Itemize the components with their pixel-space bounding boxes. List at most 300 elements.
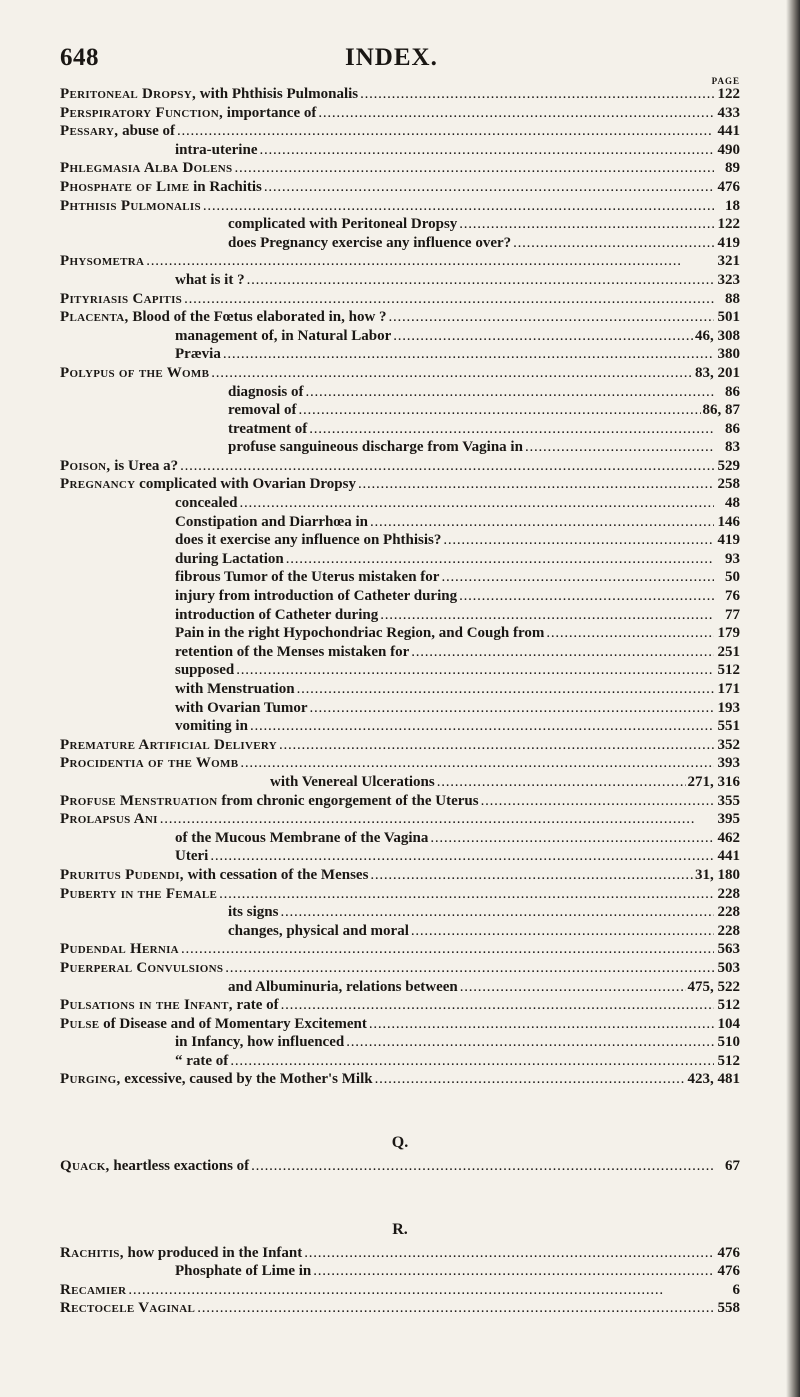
entry-subtext: introduction of Catheter during xyxy=(175,606,379,623)
dot-leader xyxy=(437,773,686,792)
index-entry xyxy=(60,104,740,123)
entry-page-number: 86 xyxy=(725,383,740,400)
index-entry xyxy=(60,345,740,364)
dot-leader xyxy=(259,141,714,160)
index-entry xyxy=(60,1052,740,1071)
entry-text xyxy=(175,587,457,606)
entry-text xyxy=(60,1070,373,1089)
entry-subtext: Uteri xyxy=(175,848,209,865)
entry-page-number: 228 xyxy=(717,904,740,921)
dot-leader xyxy=(358,475,714,494)
dot-leader xyxy=(234,159,714,178)
entry-text xyxy=(60,159,232,178)
entry-page-number: 529 xyxy=(717,457,740,474)
entry-heading: Pessary, xyxy=(60,123,119,140)
entry-subtext: vomiting in xyxy=(175,718,248,735)
dot-leader xyxy=(181,940,714,959)
index-entry xyxy=(60,866,740,885)
section-gap xyxy=(60,1176,740,1216)
entry-text xyxy=(60,996,279,1015)
entry-subtext: rate of xyxy=(232,997,279,1014)
entry-text xyxy=(175,494,237,513)
entry-text xyxy=(175,606,378,625)
dot-leader xyxy=(513,234,714,253)
entry-subtext: in Rachitis xyxy=(189,178,262,195)
entry-page-number: 179 xyxy=(717,625,740,642)
dot-leader xyxy=(375,1070,686,1089)
entry-page-number: 18 xyxy=(725,197,740,214)
index-entry xyxy=(60,903,740,922)
entry-subtext: its signs xyxy=(228,904,279,921)
entry-text xyxy=(175,717,248,736)
index-entry xyxy=(60,141,740,160)
entry-text xyxy=(60,885,217,904)
entry-subtext: injury from introduction of Catheter during xyxy=(175,588,458,605)
entry-subtext: with cessation of the Menses xyxy=(183,866,369,883)
dot-leader xyxy=(370,513,714,532)
index-entry xyxy=(60,829,740,848)
entry-text xyxy=(60,252,144,271)
index-entry xyxy=(60,587,740,606)
index-body xyxy=(60,85,740,1318)
index-entry xyxy=(60,383,740,402)
entry-page-number: 510 xyxy=(717,1034,740,1051)
entry-subtext: in Infancy, how influenced xyxy=(175,1034,345,1051)
entry-heading: Rectocele Vaginal xyxy=(60,1300,196,1317)
dot-leader xyxy=(250,717,714,736)
index-entry xyxy=(60,1157,740,1176)
dot-leader xyxy=(197,1299,714,1318)
dot-leader xyxy=(223,345,714,364)
entry-page-number: 393 xyxy=(717,755,740,772)
index-entry xyxy=(60,847,740,866)
entry-subtext: heartless exactions of xyxy=(109,1158,250,1175)
entry-subtext: supposed xyxy=(175,662,235,679)
dot-leader xyxy=(236,661,714,680)
entry-text xyxy=(60,810,158,829)
dot-leader xyxy=(459,587,714,606)
entry-subtext: changes, physical and moral xyxy=(228,922,409,939)
entry-subtext: complicated with Peritoneal Dropsy xyxy=(228,216,458,233)
entry-page-number: 512 xyxy=(717,997,740,1014)
entry-subtext: fibrous Tumor of the Uterus mistaken for xyxy=(175,569,440,586)
entry-page-number: 83 xyxy=(725,439,740,456)
dot-leader xyxy=(177,122,714,141)
entry-text xyxy=(175,847,208,866)
index-entry xyxy=(60,364,740,383)
index-entry xyxy=(60,1262,740,1281)
entry-text xyxy=(60,364,209,383)
index-entry xyxy=(60,717,740,736)
entry-text xyxy=(228,401,296,420)
dot-leader xyxy=(247,271,714,290)
entry-text xyxy=(175,568,439,587)
running-head: INDEX. xyxy=(345,44,438,71)
dot-leader xyxy=(370,866,693,885)
entry-subtext: Pain in the right Hypochondriac Region, and Cough from xyxy=(175,625,545,642)
dot-leader xyxy=(281,996,714,1015)
index-entry xyxy=(60,996,740,1015)
index-entry xyxy=(60,773,740,792)
page-edge-shadow xyxy=(786,0,800,1397)
entry-page-number: 563 xyxy=(717,941,740,958)
dot-leader xyxy=(346,1033,714,1052)
entry-subtext: removal of xyxy=(228,402,297,419)
dot-leader xyxy=(443,531,714,550)
entry-text xyxy=(175,1262,311,1281)
index-entry xyxy=(60,699,740,718)
entry-page-number: 323 xyxy=(717,271,740,288)
dot-leader xyxy=(430,829,714,848)
entry-page-number: 77 xyxy=(725,606,740,623)
index-entry xyxy=(60,457,740,476)
dot-leader xyxy=(146,252,714,271)
index-entry xyxy=(60,550,740,569)
dot-leader xyxy=(280,903,714,922)
entry-subtext: profuse sanguineous discharge from Vagina in xyxy=(228,439,523,456)
entry-text xyxy=(228,420,307,439)
entry-heading: Puerperal Convulsions xyxy=(60,959,224,976)
entry-heading: Polypus of the Womb xyxy=(60,364,210,381)
entry-text xyxy=(175,550,284,569)
entry-text xyxy=(228,438,523,457)
entry-subtext: from chronic engorgement of the Uterus xyxy=(217,792,479,809)
entry-page-number: 475, 522 xyxy=(687,978,740,995)
index-entry xyxy=(60,475,740,494)
entry-subtext: Constipation and Diarrhœa in xyxy=(175,513,368,530)
entry-text xyxy=(228,922,409,941)
entry-text xyxy=(60,866,368,885)
dot-leader xyxy=(393,327,693,346)
entry-text xyxy=(175,345,221,364)
dot-leader xyxy=(219,885,714,904)
entry-page-number: 193 xyxy=(717,699,740,716)
section-letter: Q. xyxy=(391,1134,409,1152)
index-entry xyxy=(60,271,740,290)
entry-page-number: 433 xyxy=(717,104,740,121)
entry-subtext: with Menstruation xyxy=(175,681,295,697)
dot-leader xyxy=(411,922,714,941)
entry-text xyxy=(175,141,257,160)
index-entry xyxy=(60,234,740,253)
entry-page-number: 258 xyxy=(717,476,740,493)
entry-heading: Purging, xyxy=(60,1071,121,1088)
dot-leader xyxy=(546,624,714,643)
entry-text xyxy=(175,680,295,699)
dot-leader xyxy=(203,197,714,216)
entry-heading: Procidentia of the Womb xyxy=(60,755,239,772)
entry-text xyxy=(60,197,201,216)
entry-text xyxy=(175,624,544,643)
dot-leader xyxy=(310,699,714,718)
index-entry xyxy=(60,959,740,978)
entry-text xyxy=(60,959,223,978)
entry-text xyxy=(228,215,457,234)
index-entry xyxy=(60,940,740,959)
entry-page-number: 88 xyxy=(725,290,740,307)
entry-page-number: 476 xyxy=(717,1244,740,1261)
index-entry xyxy=(60,1070,740,1089)
index-entry xyxy=(60,978,740,997)
entry-text xyxy=(228,234,511,253)
index-entry xyxy=(60,252,740,271)
entry-text xyxy=(175,271,245,290)
index-entry xyxy=(60,438,740,457)
index-entry xyxy=(60,754,740,773)
entry-page-number: 423, 481 xyxy=(687,1071,740,1088)
entry-page-number: 441 xyxy=(717,848,740,865)
entry-subtext: treatment of xyxy=(228,420,308,437)
entry-heading: Profuse Menstruation xyxy=(60,792,218,809)
entry-text xyxy=(60,1015,367,1034)
entry-page-number: 352 xyxy=(717,736,740,753)
index-entry xyxy=(60,215,740,234)
entry-page-number: 228 xyxy=(717,922,740,939)
entry-page-number: 419 xyxy=(717,532,740,549)
entry-subtext: does Pregnancy exercise any influence over? xyxy=(228,234,512,251)
dot-leader xyxy=(160,810,714,829)
index-entry xyxy=(60,885,740,904)
entry-text xyxy=(175,327,391,346)
dot-leader xyxy=(180,457,714,476)
dot-leader xyxy=(305,383,714,402)
index-entry xyxy=(60,643,740,662)
entry-heading: Pudendal Hernia xyxy=(60,941,179,958)
entry-page-number: 512 xyxy=(717,1052,740,1069)
entry-heading: Physometra xyxy=(60,253,145,270)
entry-page-number: 476 xyxy=(717,1263,740,1280)
entry-subtext: during Lactation xyxy=(175,550,284,567)
dot-leader xyxy=(128,1281,714,1300)
entry-page-number: 48 xyxy=(725,495,740,512)
dot-leader xyxy=(240,754,714,773)
entry-page-number: 89 xyxy=(725,160,740,177)
entry-text xyxy=(60,1157,249,1176)
entry-text xyxy=(175,513,368,532)
dot-leader xyxy=(279,736,714,755)
entry-page-number: 228 xyxy=(717,885,740,902)
entry-page-number: 462 xyxy=(717,829,740,846)
entry-subtext: importance of xyxy=(223,104,317,121)
entry-heading: Premature Artificial Delivery xyxy=(60,736,277,753)
index-entry xyxy=(60,122,740,141)
entry-page-number: 67 xyxy=(725,1158,740,1175)
entry-heading: Poison, xyxy=(60,457,111,474)
entry-heading: Phosphate of Lime xyxy=(60,178,190,195)
entry-text xyxy=(228,383,303,402)
entry-heading: Puberty in the Female xyxy=(60,885,218,902)
entry-text xyxy=(175,531,441,550)
index-entry xyxy=(60,178,740,197)
index-entry xyxy=(60,922,740,941)
index-entry xyxy=(60,197,740,216)
dot-leader xyxy=(230,1052,714,1071)
entry-page-number: 501 xyxy=(717,309,740,326)
entry-text xyxy=(175,1052,228,1071)
entry-heading: Placenta, xyxy=(60,309,129,326)
dot-leader xyxy=(380,606,714,625)
index-entry xyxy=(60,420,740,439)
dot-leader xyxy=(304,1244,714,1263)
entry-heading: Quack, xyxy=(60,1158,110,1175)
entry-text xyxy=(60,85,358,104)
dot-leader xyxy=(441,568,714,587)
index-entry xyxy=(60,606,740,625)
section-letter: R. xyxy=(392,1220,408,1238)
entry-text xyxy=(60,475,356,494)
index-entry xyxy=(60,308,740,327)
dot-leader xyxy=(360,85,714,104)
entry-subtext: excessive, caused by the Mother's Milk xyxy=(120,1071,373,1088)
index-entry xyxy=(60,513,740,532)
entry-heading: Peritoneal Dropsy, xyxy=(60,86,196,102)
index-entry xyxy=(60,85,740,104)
index-entry xyxy=(60,159,740,178)
entry-text xyxy=(60,1281,126,1300)
dot-leader xyxy=(286,550,714,569)
index-entry xyxy=(60,401,740,420)
entry-page-number: 146 xyxy=(717,513,740,530)
entry-text xyxy=(60,290,182,309)
entry-text xyxy=(60,792,479,811)
entry-subtext: Blood of the Fœtus elaborated in, how ? xyxy=(128,309,387,326)
section-gap xyxy=(60,1089,740,1129)
entry-page-number: 503 xyxy=(717,959,740,976)
entry-text xyxy=(228,903,278,922)
dot-leader xyxy=(318,104,714,123)
entry-page-number: 251 xyxy=(717,643,740,660)
entry-text xyxy=(60,178,262,197)
entry-page-number: 355 xyxy=(717,792,740,809)
index-entry xyxy=(60,1033,740,1052)
index-entry xyxy=(60,494,740,513)
entry-page-number: 395 xyxy=(717,811,740,828)
entry-page-number: 490 xyxy=(717,141,740,158)
dot-leader xyxy=(460,978,686,997)
index-entry xyxy=(60,624,740,643)
dot-leader xyxy=(525,438,714,457)
entry-page-number: 93 xyxy=(725,550,740,567)
entry-page-number: 441 xyxy=(717,123,740,140)
page-column-label: PAGE xyxy=(711,76,740,86)
dot-leader xyxy=(459,215,714,234)
entry-page-number: 104 xyxy=(717,1015,740,1032)
index-entry xyxy=(60,661,740,680)
entry-page-number: 271, 316 xyxy=(687,773,740,790)
dot-leader xyxy=(264,178,714,197)
entry-heading: Recamier xyxy=(60,1281,127,1298)
dot-leader xyxy=(481,792,714,811)
dot-leader xyxy=(298,401,700,420)
entry-subtext: is Urea a? xyxy=(110,457,179,474)
entry-subtext: with Ovarian Tumor xyxy=(175,699,308,716)
entry-subtext: abuse of xyxy=(118,123,176,140)
index-entry xyxy=(60,792,740,811)
entry-subtext: retention of the Menses mistaken for xyxy=(175,643,410,660)
entry-text xyxy=(175,661,234,680)
dot-leader xyxy=(297,680,714,699)
entry-page-number: 380 xyxy=(717,346,740,363)
entry-page-number: 6 xyxy=(732,1281,740,1298)
entry-subtext: diagnosis of xyxy=(228,383,304,400)
entry-subtext: Prævia xyxy=(175,346,221,363)
entry-subtext: with Phthisis Pulmonalis xyxy=(196,86,359,102)
entry-page-number: 551 xyxy=(717,718,740,735)
entry-heading: Pityriasis Capitis xyxy=(60,290,183,307)
entry-subtext: intra-uterine xyxy=(175,141,258,158)
dot-leader xyxy=(184,290,714,309)
entry-text xyxy=(60,457,178,476)
entry-page-number: 476 xyxy=(717,178,740,195)
entry-page-number: 122 xyxy=(717,216,740,233)
dot-leader xyxy=(225,959,714,978)
entry-page-number: 31, 180 xyxy=(695,866,740,883)
entry-text xyxy=(60,736,277,755)
entry-page-number: 50 xyxy=(725,569,740,586)
entry-subtext: of the Mucous Membrane of the Vagina xyxy=(175,829,429,846)
entry-subtext: management of, in Natural Labor xyxy=(175,327,392,344)
entry-heading: Pulse xyxy=(60,1015,100,1032)
entry-page-number: 321 xyxy=(717,253,740,270)
index-entry xyxy=(60,810,740,829)
dot-leader xyxy=(211,364,693,383)
entry-heading: Pruritus Pudendi, xyxy=(60,866,184,883)
entry-page-number: 86 xyxy=(725,420,740,437)
index-entry xyxy=(60,1281,740,1300)
entry-text xyxy=(228,978,458,997)
index-entry xyxy=(60,327,740,346)
entry-page-number: 46, 308 xyxy=(695,327,740,344)
entry-subtext: does it exercise any influence on Phthisis? xyxy=(175,532,442,549)
entry-text xyxy=(60,1244,302,1263)
entry-heading: Phlegmasia Alba Dolens xyxy=(60,160,233,177)
dot-leader xyxy=(251,1157,714,1176)
entry-page-number: 76 xyxy=(725,588,740,605)
entry-text xyxy=(175,829,428,848)
entry-subtext: concealed xyxy=(175,495,238,512)
entry-page-number: 512 xyxy=(717,662,740,679)
dot-leader xyxy=(411,643,714,662)
entry-heading: Phthisis Pulmonalis xyxy=(60,197,201,214)
dot-leader xyxy=(389,308,714,327)
entry-page-number: 558 xyxy=(717,1300,740,1317)
entry-subtext: of Disease and of Momentary Excitement xyxy=(99,1015,367,1032)
entry-subtext: with Venereal Ulcerations xyxy=(270,773,435,790)
entry-heading: Perspiratory Function, xyxy=(60,104,224,121)
entry-text xyxy=(175,643,409,662)
entry-text xyxy=(60,1299,195,1318)
entry-text xyxy=(60,308,387,327)
dot-leader xyxy=(309,420,714,439)
entry-text xyxy=(175,1033,344,1052)
entry-page-number: 171 xyxy=(717,681,740,697)
entry-subtext: and Albuminuria, relations between xyxy=(228,978,458,995)
entry-subtext: “ rate of xyxy=(175,1052,229,1069)
index-entry xyxy=(60,568,740,587)
entry-subtext: what is it ? xyxy=(175,271,245,288)
entry-page-number: 83, 201 xyxy=(695,364,740,381)
entry-subtext: complicated with Ovarian Dropsy xyxy=(135,476,356,493)
entry-text xyxy=(60,122,175,141)
entry-page-number: 86, 87 xyxy=(702,402,740,419)
index-entry xyxy=(60,680,740,699)
entry-text xyxy=(60,940,179,959)
entry-subtext: how produced in the Infant xyxy=(123,1244,303,1261)
dot-leader xyxy=(239,494,714,513)
index-entry xyxy=(60,290,740,309)
dot-leader xyxy=(210,847,714,866)
index-entry xyxy=(60,531,740,550)
